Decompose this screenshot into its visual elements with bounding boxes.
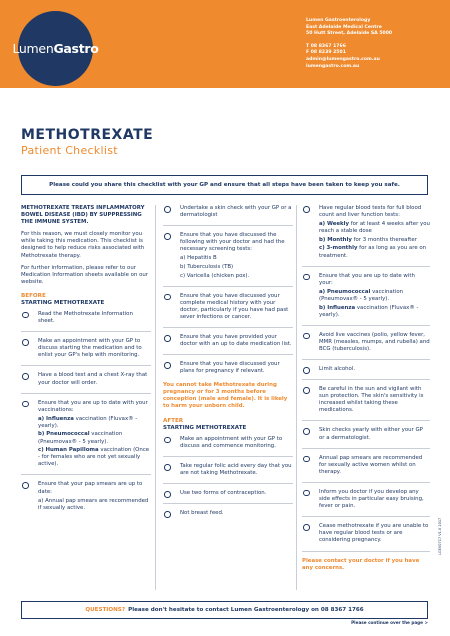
checklist-item[interactable]: Cease methotrexate if you are unable to have regular blood tests or are considering pregnancy.	[302, 523, 430, 544]
checkbox-circle[interactable]	[164, 362, 171, 369]
divider	[163, 483, 293, 484]
screening-item: b) Tuberculosis (TB)	[180, 264, 234, 271]
checklist-item[interactable]: Have regular blood tests for full blood count and liver function tests: a) Weekly for at least 4 weeks after you reach a stable dose b) Monthly for 3 months thereafter c) 3-monthly for as long as you are on treatment.	[302, 205, 430, 260]
lumen-gastro-logo	[12, 11, 99, 86]
checkbox-circle[interactable]	[303, 387, 310, 394]
checkbox-circle[interactable]	[164, 335, 171, 342]
vaccination-list	[319, 289, 430, 319]
checkbox-circle[interactable]	[164, 511, 171, 518]
questions-label: QUESTIONS?	[85, 607, 126, 613]
checkbox-circle[interactable]	[303, 490, 310, 497]
checklist-item[interactable]: Make an appointment with your GP to discuss and commence monitoring.	[163, 436, 293, 450]
intro-paragraph: For this reason, we must closely monitor you while taking this medication. This checklist is designed to help reduce risks associated with Methotrexate therapy.	[21, 231, 145, 259]
vaccination-item: b) Influenza vaccination (Fluvax® - yearly).	[319, 304, 419, 318]
pap-smear-note: a) Annual pap smears are recommended if sexually active.	[38, 497, 149, 511]
contact-name: Lumen Gastroenterology	[306, 18, 371, 23]
divider	[302, 266, 430, 267]
column-1	[21, 205, 151, 518]
checkbox-circle[interactable]	[164, 294, 171, 301]
checkbox-circle[interactable]	[303, 428, 310, 435]
checkbox-circle[interactable]	[303, 206, 310, 213]
checkbox-circle[interactable]	[164, 464, 171, 471]
checklist-item[interactable]: Ensure that you are up to date with your vaccinations: a) Influenza vaccination (Fluvax® - yearly). b) Pneumococcal vaccination (Pneumovax® - 5 yearly). c) Human Papilloma vaccination (Once - for females who are not yet sexually active).	[21, 400, 151, 469]
divider	[302, 420, 430, 421]
screening-list	[180, 255, 293, 279]
column-divider	[296, 205, 297, 590]
column-divider	[155, 205, 156, 590]
column-3	[302, 205, 430, 580]
checkbox-circle[interactable]	[303, 456, 310, 463]
checkbox-circle[interactable]	[303, 274, 310, 281]
checkbox-circle[interactable]	[22, 401, 29, 408]
contact-centre: East Adelaide Medical Centre	[306, 24, 382, 30]
divider	[163, 225, 293, 226]
screening-item: c) Varicella (chicken pox).	[180, 272, 250, 279]
contact-doctor-note: Please contact your doctor if you have any concerns.	[302, 557, 420, 571]
pregnancy-warning: You cannot take Methotrexate during pregnancy or for 3 months before conception (male and female). It is likely to harm your unborn child.	[163, 381, 288, 409]
intro-heading: METHOTREXATE TREATS INFLAMMATORY BOWEL DISEASE (IBD) BY SUPPRESSING THE IMMUNE SYSTEM.	[21, 205, 145, 226]
schedule-item: b) Monthly for 3 months thereafter	[319, 236, 417, 243]
contact-block	[306, 18, 392, 70]
checkbox-circle[interactable]	[303, 524, 310, 531]
schedule-item: a) Weekly for at least 4 weeks after you reach a stable dose	[319, 221, 430, 235]
divider	[302, 325, 430, 326]
version-code: LGEV0717 V1.0 2017	[438, 517, 442, 555]
divider	[302, 482, 430, 483]
blood-test-schedule	[319, 221, 430, 259]
vaccination-item: b) Pneumococcal vaccination (Pneumovax® - 5 yearly).	[38, 431, 123, 445]
checkbox-circle[interactable]	[164, 206, 171, 213]
checklist-item[interactable]: Ensure that you have provided your doctor with an up to date medication list.	[163, 334, 293, 348]
page-subtitle: Patient Checklist	[21, 144, 118, 157]
divider	[302, 448, 430, 449]
checklist-item[interactable]: Undertake a skin check with your GP or a dermatologist	[163, 205, 293, 219]
checklist-item[interactable]: Inform you doctor if you develop any side effects in particular easy bruising, fever or pain.	[302, 489, 430, 510]
checklist-item[interactable]: Skin checks yearly with either your GP or a dermatologist.	[302, 427, 430, 441]
divider	[163, 354, 293, 355]
contact-fax: F 08 8239 2501	[306, 50, 346, 56]
vaccination-item: a) Pneumococcal vaccination (Pneumovax® - 5 yearly).	[319, 288, 404, 302]
checkbox-circle[interactable]	[22, 339, 29, 346]
intro-paragraph: For further information, please refer to our Medication Information sheets available on our website.	[21, 264, 149, 285]
divider	[302, 379, 430, 380]
logo-word-gastro: Gastro	[53, 41, 99, 56]
checkbox-circle[interactable]	[164, 491, 171, 498]
checkbox-circle[interactable]	[164, 233, 171, 240]
page-title: METHOTREXATE	[21, 127, 154, 143]
checklist-item[interactable]: Take regular folic acid every day that you are not taking Methotrexate.	[163, 463, 293, 477]
contact-address: 50 Hutt Street, Adelaide SA 5000	[306, 31, 393, 37]
checkbox-circle[interactable]	[22, 312, 29, 319]
checklist-item[interactable]: Make an appointment with your GP to discuss starting the medication and to enlist your GP's help with monitoring.	[21, 338, 151, 359]
divider	[163, 327, 293, 328]
divider	[163, 503, 293, 504]
checkbox-circle[interactable]	[303, 367, 310, 374]
checklist-item[interactable]: Avoid live vaccines (polio, yellow fever, MMR (measles, mumps, and rubella) and BCG (tuberculosis).	[302, 332, 430, 353]
checkbox-circle[interactable]	[303, 333, 310, 340]
divider	[21, 474, 151, 475]
column-2	[163, 205, 293, 523]
vaccination-item: c) Human Papilloma vaccination (Once - for females who are not yet sexually active).	[38, 447, 150, 468]
divider	[21, 365, 151, 366]
divider	[163, 456, 293, 457]
checklist-item[interactable]: Limit alcohol.	[302, 366, 430, 373]
checklist-item[interactable]: Ensure that you have discussed your plans for pregnancy if relevant.	[163, 361, 293, 375]
vaccination-list	[38, 416, 151, 469]
checklist-item[interactable]: Read the Methotrexate Information sheet.	[21, 311, 151, 325]
divider	[21, 393, 151, 394]
contact-email[interactable]: admin@lumengastro.com.au	[306, 56, 380, 62]
checklist-item[interactable]: Ensure that you are up to date with your: a) Pneumococcal vaccination (Pneumovax® - 5 yearly). b) Influenza vaccination (Fluvax® - yearly).	[302, 273, 430, 319]
checkbox-circle[interactable]	[164, 437, 171, 444]
divider	[302, 551, 430, 552]
checklist-item[interactable]: Be careful in the sun and vigilant with sun protection. The skin's sensitivity is increased whilst taking these medications.	[302, 386, 430, 414]
checklist-item[interactable]: Ensure that your pap smears are up to date: a) Annual pap smears are recommended if sexually active.	[21, 481, 151, 511]
checkbox-circle[interactable]	[22, 482, 29, 489]
before-heading: BEFORE STARTING METHOTREXATE	[21, 292, 105, 306]
questions-text: Please don't hesitate to contact Lumen Gastroenterology on 08 8367 1766	[128, 607, 364, 613]
checklist-item[interactable]: Have a blood test and a chest X-ray that your doctor will order.	[21, 372, 151, 386]
divider	[302, 359, 430, 360]
header-bar	[0, 0, 450, 88]
checklist-item[interactable]: Use two forms of contraception.	[163, 490, 293, 497]
logo-word-lumen: Lumen	[12, 41, 54, 56]
divider	[163, 286, 293, 287]
contact-phone: T 08 8367 1766	[306, 43, 346, 49]
checklist-item[interactable]: Annual pap smears are recommended for sexually active women whilst on therapy.	[302, 455, 430, 476]
continue-over-page: Please continue over the page >	[351, 620, 428, 625]
after-heading: AFTER STARTING METHOTREXATE	[163, 417, 247, 431]
divider	[302, 516, 430, 517]
screening-item: a) Hepatitis B	[180, 255, 217, 262]
checklist-item[interactable]: Ensure that you have discussed your complete medical history with your doctor, particularly if you have had past sever infections or cancer.	[163, 293, 293, 321]
vaccination-item: a) Influenza vaccination (Fluvax® - yearly).	[38, 415, 138, 429]
share-banner: Please could you share this checklist with your GP and ensure that all steps have been taken to keep you safe.	[21, 175, 428, 195]
schedule-item: c) 3-monthly for as long as you are on treatment.	[319, 245, 427, 259]
checklist-item[interactable]: Ensure that you have discussed the following with your doctor and had the necessary screening tests: a) Hepatitis B b) Tuberculosis (TB) c) Varicella (chicken pox).	[163, 232, 293, 280]
checklist-item[interactable]: Not breast feed.	[163, 510, 293, 517]
checkbox-circle[interactable]	[22, 373, 29, 380]
questions-footer	[21, 601, 428, 619]
divider	[21, 331, 151, 332]
contact-website[interactable]: lumengastro.com.au	[306, 63, 360, 69]
